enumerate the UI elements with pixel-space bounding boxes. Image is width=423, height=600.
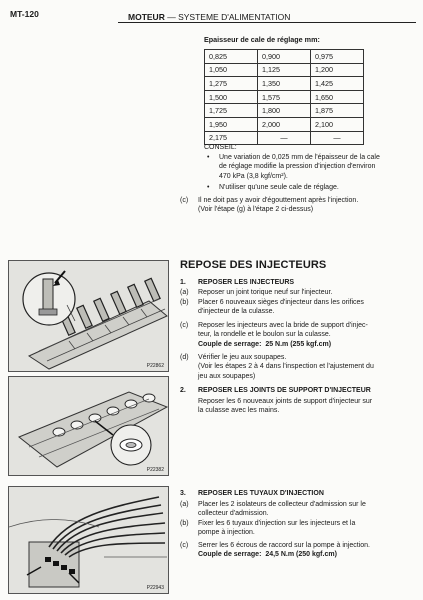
shim-table-cell: 1,275	[205, 77, 258, 91]
step-1b-text: Placer 6 nouveaux sièges d'injecteur dans les orifices d'injecteur de la culasse.	[198, 299, 364, 316]
figure-3-drawing	[9, 487, 168, 593]
figure-2-drawing	[9, 377, 168, 475]
step-1b-label: (b)	[180, 299, 189, 306]
advice-bullet-2: N'utiliser qu'une seule cale de réglage.	[219, 184, 339, 191]
bullet-dot: •	[207, 154, 210, 161]
step-1c-label: (c)	[180, 322, 189, 329]
header-dash: —	[167, 12, 176, 22]
section-title: REPOSE DES INJECTEURS	[180, 259, 327, 271]
step-1d-label: (d)	[180, 354, 189, 361]
shim-table-title: Epaisseur de cale de réglage mm:	[204, 35, 320, 44]
shim-table-cell: 1,050	[205, 63, 258, 77]
step-1-torque: Couple de serrage: 25 N.m (255 kgf.cm)	[198, 340, 332, 348]
shim-table-cell: 1,575	[258, 90, 311, 104]
step-2-title: REPOSER LES JOINTS DE SUPPORT D'INJECTEUR	[198, 387, 371, 394]
step-3-title: REPOSER LES TUYAUX D'INJECTION	[198, 490, 324, 497]
shim-table-row	[205, 50, 364, 64]
shim-table	[204, 49, 364, 145]
advice-bullet-1: Une variation de 0,025 mm de l'épaisseur de la cale de réglage modifie la pression d'injection d'environ 470 kPa (3,8 kgf/cm²).	[219, 154, 380, 180]
figure-holder-seals	[8, 376, 169, 476]
subject-title: SYSTEME D'ALIMENTATION	[178, 12, 291, 22]
shim-table-cell: 1,800	[258, 104, 311, 118]
step-1a-label: (a)	[180, 289, 189, 296]
shim-table-row	[205, 77, 364, 91]
shim-table-cell: 2,100	[311, 117, 364, 131]
shim-table-cell: 1,500	[205, 90, 258, 104]
shim-table-row	[205, 117, 364, 131]
shim-table-cell: —	[311, 131, 364, 145]
bullet-dot: •	[207, 184, 210, 191]
shim-table-cell: 2,000	[258, 117, 311, 131]
figure-injection-pipes	[8, 486, 169, 594]
shim-table-cell: 1,200	[311, 63, 364, 77]
page-header	[128, 12, 290, 22]
figure-injectors-head	[8, 260, 169, 372]
shim-table-cell: 1,650	[311, 90, 364, 104]
figure-3-code: P22943	[146, 585, 164, 591]
step-3a-text: Placer les 2 isolateurs de collecteur d'admission sur le collecteur d'admission.	[198, 501, 366, 518]
shim-table-cell: 0,975	[311, 50, 364, 64]
step-3c-text: Serrer les 6 écrous de raccord sur la pompe à injection. Couple de serrage: 24,5 N.m (250 kgf.cm)	[198, 542, 370, 559]
shim-table-row	[205, 104, 364, 118]
step-1d-text: Vérifier le jeu aux soupapes. (Voir les étapes 2 à 4 dans l'inspection et l'ajustement du jeu aux soupapes)	[198, 354, 374, 380]
shim-table-cell: 2,175	[205, 131, 258, 145]
shim-table-cell: 0,825	[205, 50, 258, 64]
figure-2-code: P22382	[146, 467, 164, 473]
step-3-torque: Couple de serrage: 24,5 N.m (250 kgf.cm)	[198, 551, 337, 559]
header-rule	[118, 22, 416, 23]
step-3b-label: (b)	[180, 520, 189, 527]
shim-table-cell: 1,875	[311, 104, 364, 118]
shim-table-row	[205, 63, 364, 77]
page-number: MT-120	[10, 9, 39, 19]
step-1-num: 1.	[180, 279, 186, 286]
chapter-title: MOTEUR	[128, 12, 165, 22]
shim-table-row	[205, 90, 364, 104]
shim-table-cell: 0,900	[258, 50, 311, 64]
shim-table-cell: 1,350	[258, 77, 311, 91]
figure-1-drawing	[9, 261, 168, 371]
shim-table-cell: 1,725	[205, 104, 258, 118]
shim-table-cell: 1,425	[311, 77, 364, 91]
shim-table-cell: 1,125	[258, 63, 311, 77]
step-2-num: 2.	[180, 387, 186, 394]
step-3c-label: (c)	[180, 542, 189, 549]
advice-heading: CONSEIL:	[204, 144, 237, 151]
step-3-num: 3.	[180, 490, 186, 497]
step-1a-text: Reposer un joint torique neuf sur l'injecteur.	[198, 289, 333, 296]
step-3b-text: Fixer les 6 tuyaux d'injection sur les injecteurs et la pompe à injection.	[198, 520, 356, 537]
step-1-title: REPOSER LES INJECTEURS	[198, 279, 295, 286]
step-c-text: Il ne doit pas y avoir d'égouttement après l'injection. (Voir l'étape (g) à l'étape 2 ci-dessus)	[198, 197, 359, 214]
step-2-text: Reposer les 6 nouveaux joints de support d'injecteur sur la culasse avec les mains.	[198, 398, 373, 415]
shim-table-cell: 1,950	[205, 117, 258, 131]
shim-table-cell: —	[258, 131, 311, 145]
step-3a-label: (a)	[180, 501, 189, 508]
figure-1-code: P22862	[146, 363, 164, 369]
step-1c-text: Reposer les injecteurs avec la bride de support d'injec- teur, la rondelle et le boulon sur la culasse. Couple de serrage: 25 N.m (255 kgf.cm)	[198, 322, 368, 348]
step-c-label: (c)	[180, 197, 189, 204]
